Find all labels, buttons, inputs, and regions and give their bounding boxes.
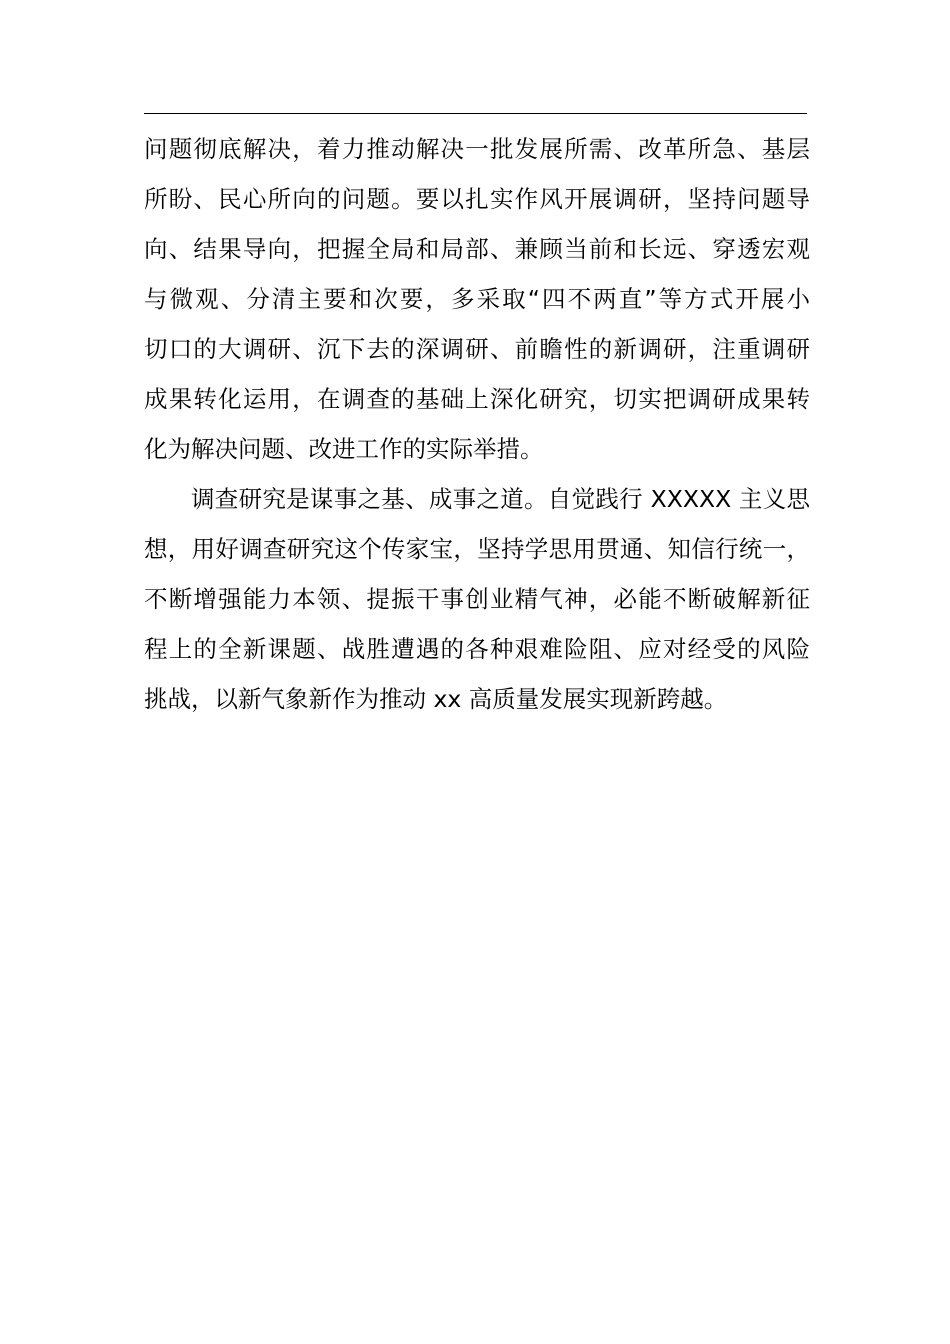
text-line: 程上的全新课题、战胜遭遇的各种艰难险阻、应对经受的风险 — [144, 635, 810, 663]
text-line: 调查研究是谋事之基、成事之道。自觉践行 XXXXX 主义思 — [191, 485, 810, 513]
text-line: 化为解决问题、改进工作的实际举措。 — [144, 435, 544, 463]
text-line: 不断增强能力本领、提振干事创业精气神，必能不断破解新征 — [144, 585, 810, 613]
document-body — [144, 124, 810, 724]
text-line: 所盼、民心所向的问题。要以扎实作风开展调研，坚持问题导 — [144, 185, 810, 213]
text-line: 成果转化运用，在调查的基础上深化研究，切实把调研成果转 — [144, 385, 810, 413]
text-line: 向、结果导向，把握全局和局部、兼顾当前和长远、穿透宏观 — [144, 235, 810, 263]
header-rule — [144, 113, 807, 114]
text-line: 想，用好调查研究这个传家宝，坚持学思用贯通、知信行统一， — [144, 535, 810, 563]
text-line: 问题彻底解决，着力推动解决一批发展所需、改革所急、基层 — [144, 135, 810, 163]
text-line: 切口的大调研、沉下去的深调研、前瞻性的新调研，注重调研 — [144, 335, 810, 363]
text-line: 挑战，以新气象新作为推动 xx 高质量发展实现新跨越。 — [144, 685, 728, 713]
paragraph-2 — [144, 474, 810, 724]
text-line: 与微观、分清主要和次要，多采取“四不两直”等方式开展小 — [144, 285, 810, 313]
paragraph-1 — [144, 124, 810, 474]
